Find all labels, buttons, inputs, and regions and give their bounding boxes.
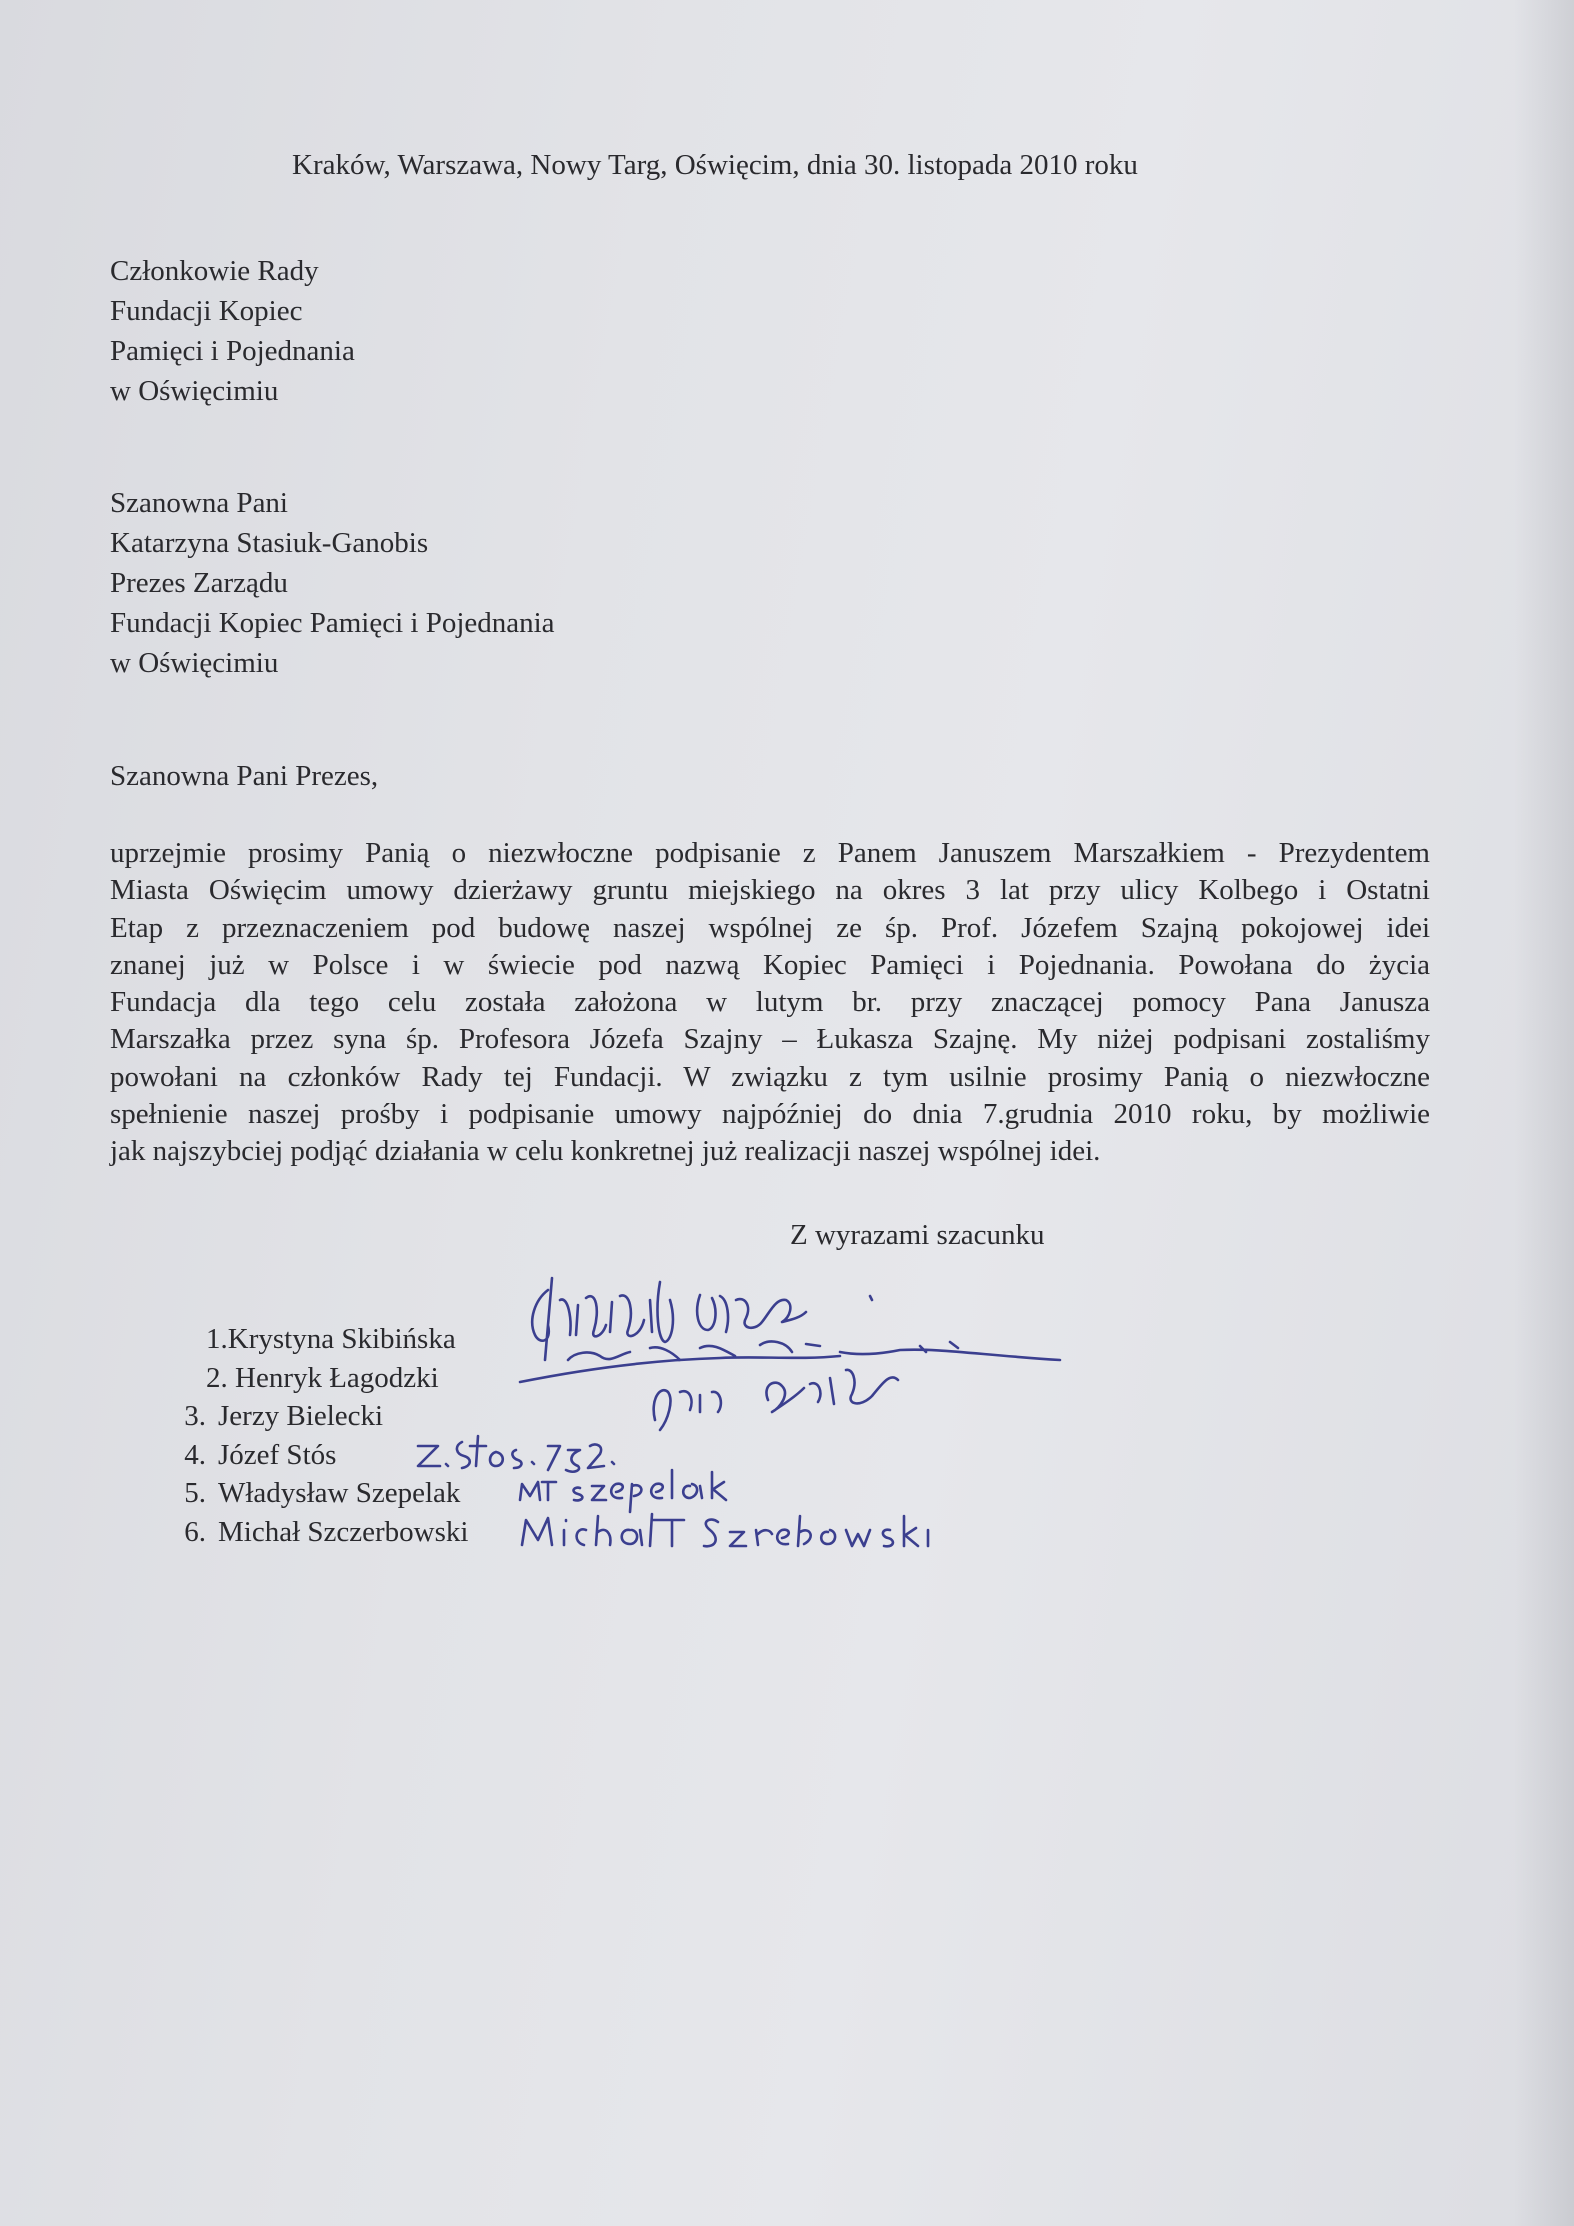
signatory-list: [150, 1320, 468, 1551]
signatory-name: Jerzy Bielecki: [218, 1400, 384, 1432]
signatory-number: 4.: [184, 1438, 206, 1471]
signatory-number: 3.: [184, 1400, 206, 1432]
signatory: [150, 1359, 468, 1398]
signatory-name: Michał Szczerbowski: [218, 1515, 469, 1548]
signatory-name: Krystyna Skibińska: [227, 1323, 456, 1355]
signatory-number: 2.: [206, 1361, 228, 1394]
signatory: [150, 1320, 468, 1359]
recipient-president-line: w Oświęcimiu: [110, 647, 279, 679]
body-line: jak najszybciej podjąć działania w celu konkretnej już realizacji naszej wspólnej idei.: [110, 1135, 1101, 1168]
signatory-name: Józef Stós: [218, 1438, 337, 1471]
signatory-number: 1.: [206, 1323, 228, 1355]
body-line: Miasta Oświęcim umowy dzierżawy gruntu miejskiego na okres 3 lat przy ulicy Kolbego i Ostatni: [110, 874, 1430, 907]
signatory-name: Henryk Łagodzki: [235, 1361, 439, 1394]
recipient-council: [110, 251, 355, 411]
signatory-name: Władysław Szepelak: [218, 1477, 461, 1509]
signatory: [150, 1436, 468, 1475]
recipient-council-line: Fundacji Kopiec: [110, 295, 303, 327]
salutation: [110, 756, 378, 796]
salutation-text: Szanowna Pani Prezes,: [110, 760, 379, 792]
closing-text: Z wyrazami szacunku: [790, 1219, 1045, 1251]
signature-bielecki: [654, 1370, 898, 1430]
recipient-president-line: Szanowna Pani: [110, 487, 288, 519]
recipient-president: [110, 483, 555, 683]
signature-skibinska: [532, 1278, 872, 1360]
body-line: uprzejmie prosimy Panią o niezwłoczne podpisanie z Panem Januszem Marszałkiem - Prezydentem: [110, 837, 1430, 869]
closing: [790, 1215, 1044, 1255]
signatory: [150, 1474, 468, 1513]
body-line: znanej już w Polsce i w świecie pod nazwą Kopiec Pamięci i Pojednania. Powołana do życia: [110, 948, 1430, 981]
body-line: Fundacja dla tego celu została założona w lutym br. przy znaczącej pomocy Pana Janusza: [110, 986, 1430, 1019]
body-line: spełnienie naszej prośby i podpisanie umowy najpóźniej do dnia 7.grudnia 2010 roku, by możliwie: [110, 1098, 1430, 1131]
signature-szepelak: [520, 1470, 726, 1512]
letter-body: [110, 835, 1430, 1171]
signatory: [150, 1513, 468, 1552]
signatory-number: 5.: [184, 1477, 206, 1509]
signature-szczerbowski: [522, 1514, 928, 1546]
body-line: Etap z przeznaczeniem pod budowę naszej wspólnej ze śp. Prof. Józefem Szajną pokojowej idei: [110, 911, 1430, 944]
recipient-president-line: Katarzyna Stasiuk-Ganobis: [110, 527, 429, 559]
signature-lagodzki: [520, 1341, 1060, 1382]
signatory: [150, 1397, 468, 1436]
signatory-number: 6.: [184, 1515, 206, 1548]
recipient-council-line: Członkowie Rady: [110, 255, 319, 287]
body-line: Marszałka przez syna śp. Profesora Józefa Szajny – Łukasza Szajnę. My niżej podpisani zostaliśmy: [110, 1023, 1430, 1056]
recipient-president-line: Prezes Zarządu: [110, 567, 288, 599]
dateline: Kraków, Warszawa, Nowy Targ, Oświęcim, dnia 30. listopada 2010 roku: [292, 149, 1138, 181]
recipient-council-line: Pamięci i Pojednania: [110, 335, 355, 367]
body-line: powołani na członków Rady tej Fundacji. W związku z tym usilnie prosimy Panią o niezwłoczne: [110, 1060, 1430, 1093]
recipient-council-line: w Oświęcimiu: [110, 375, 279, 407]
recipient-president-line: Fundacji Kopiec Pamięci i Pojednania: [110, 607, 555, 639]
